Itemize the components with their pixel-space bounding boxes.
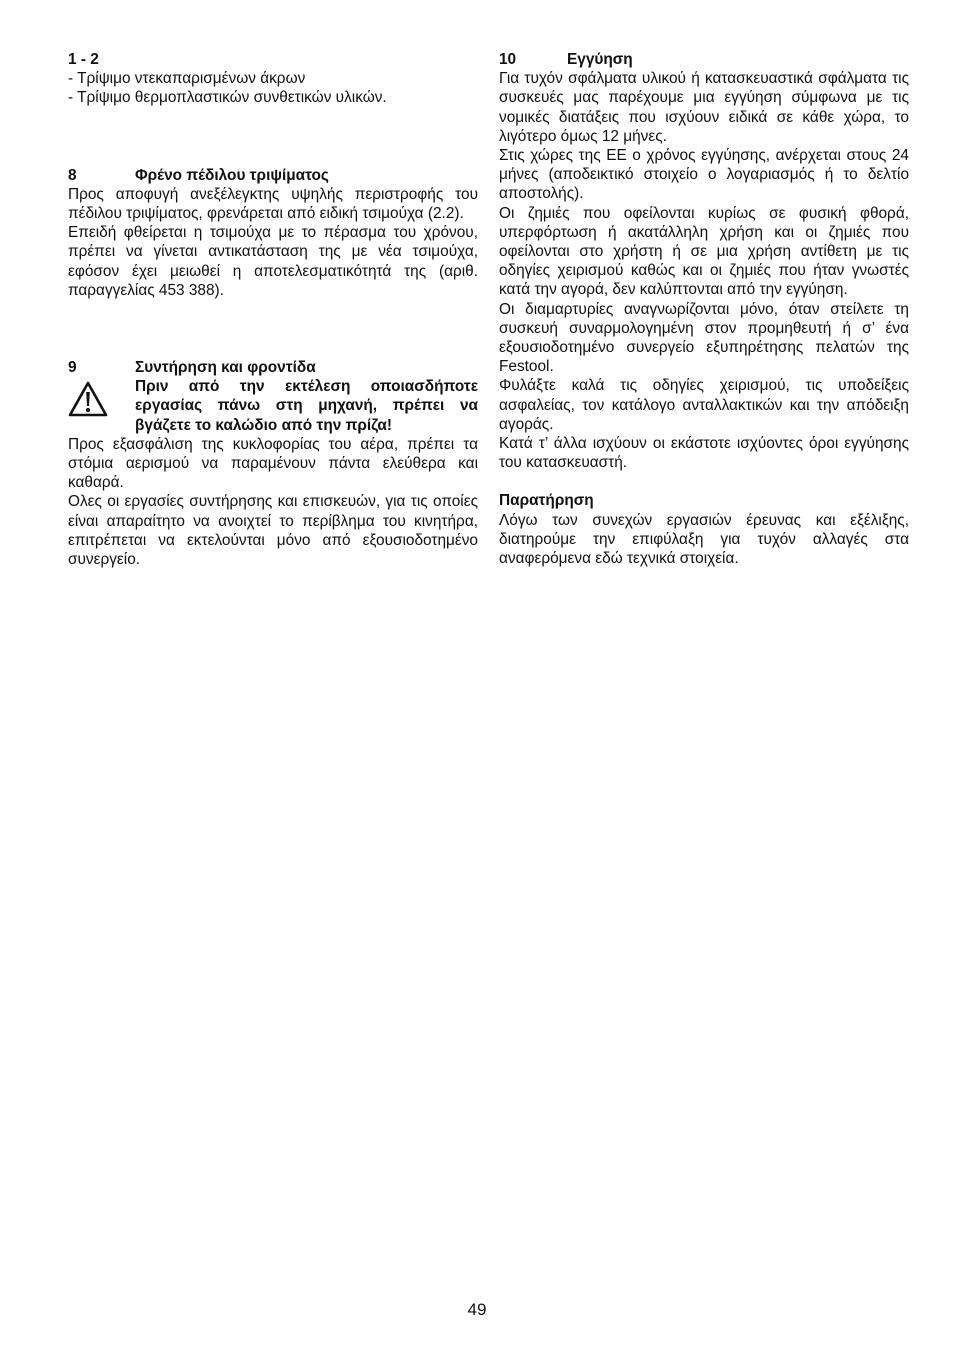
warning-triangle-icon: [68, 377, 135, 422]
paragraph: Προς αποφυγή ανεξέλεγκτης υψηλής περιστροφής του πέδιλου τριψίματος, φρενάρεται από ειδική τσιμούχα (2.2).: [68, 185, 478, 223]
section-1-2: [68, 50, 478, 108]
section-number: 8: [68, 166, 77, 184]
section-title: Συντήρηση και φροντίδα: [135, 359, 316, 377]
list-item: - Τρίψιμο ντεκαπαρισμένων άκρων: [68, 70, 306, 88]
paragraph: Επειδή φθείρεται η τσιμούχα με το πέρασμα του χρόνου, πρέπει να γίνεται αντικατάσταση της με νέα τσιμούχα, εφόσον έχει μειωθεί η αποτελεσματικότητά της (αριθ. παραγγελίας 453 388).: [68, 224, 478, 299]
paragraph: Κατά τ’ άλλα ισχύουν οι εκάστοτε ισχύοντες όροι εγγύησης του κατασκευαστή.: [499, 435, 909, 472]
paragraph: Για τυχόν σφάλματα υλικού ή κατασκευαστικά σφάλματα τις συσκευές μας παρέχουμε μια εγγύηση σύμφωνα με τις νομικές διατάξεις που ισχύουν ειδικά σε κάθε χώρα, το λιγότερο όμως 12 μήνες.: [499, 70, 909, 145]
section-8: [68, 166, 478, 300]
warning-text: Πριν από την εκτέλεση οποιασδήποτε εργασίας πάνω στη μηχανή, πρέπει να βγάζετε το καλώδιο από την πρίζα!: [135, 378, 478, 434]
paragraph: Προς εξασφάλιση της κυκλοφορίας του αέρα, πρέπει τα στόμια αερισμού να παραμένουν πάντα ελεύθερα και καθαρά.: [68, 435, 478, 492]
warning-block: [68, 377, 478, 435]
section-title: Φρένο πέδιλου τριψίματος: [135, 166, 329, 184]
page-number: 49: [467, 1300, 487, 1319]
note-section: [499, 491, 909, 568]
section-9-heading: [68, 358, 478, 377]
paragraph: Οι διαμαρτυρίες αναγνωρίζονται μόνο, όταν στείλετε τη συσκευή συναρμολογημένη στον προμηθευτή ή σ’ ένα εξουσιοδοτημένο συνεργείο εξυπηρέτησης πελατών της Festool.: [499, 300, 909, 376]
section-9: [68, 358, 478, 569]
section-1-2-title: 1 - 2: [68, 51, 99, 68]
section-8-heading: [68, 166, 478, 185]
paragraph: Φυλάξτε καλά τις οδηγίες χειρισμού, τις υποδείξεις ασφαλείας, τον κατάλογο ανταλλακτικών και την απόδειξη αγοράς.: [499, 377, 909, 433]
note-title: Παρατήρηση: [499, 492, 594, 510]
section-10: [499, 50, 909, 472]
section-number: 10: [499, 51, 517, 68]
note-text: Λόγω των συνεχών εργασιών έρευνας και εξέλιξης, διατηρούμε την επιφύλαξη για τυχόν αλλαγές στα αναφερόμενα εδώ τεχνικά στοιχεία.: [499, 511, 909, 568]
list-item: - Τρίψιμο θερμοπλαστικών συνθετικών υλικών.: [68, 89, 387, 107]
section-10-heading: [499, 50, 909, 69]
paragraph: Οι ζημιές που οφείλονται κυρίως σε φυσική φθορά, υπερφόρτωση ή ακατάλληλη χρήση και οι ζημιές που οφείλονται στο χρήστη ή σε μια χρήση αντίθετη με τις οδηγίες χειρισμού καθώς και οι ζημιές που ήταν γνωστές κατά την αγορά, δεν καλύπτονται από την εγγύηση.: [499, 204, 909, 299]
section-title: Εγγύηση: [567, 51, 633, 68]
left-column: [68, 50, 478, 569]
paragraph: Ολες οι εργασίες συντήρησης και επισκευών, για τις οποίες είναι απαραίτητο να ανοιχτεί το περίβλημα του κινητήρα, επιτρέπεται να εκτελούνται μόνο από εξουσιοδοτημένο συνεργείο.: [68, 493, 478, 569]
right-column: [499, 50, 909, 568]
paragraph: Στις χώρες της ΕΕ ο χρόνος εγγύησης, ανέρχεται στους 24 μήνες (αποδεικτικό στοιχείο ο λογαριασμός ή το δελτίο αποστολής).: [499, 147, 909, 203]
section-number: 9: [68, 359, 77, 377]
